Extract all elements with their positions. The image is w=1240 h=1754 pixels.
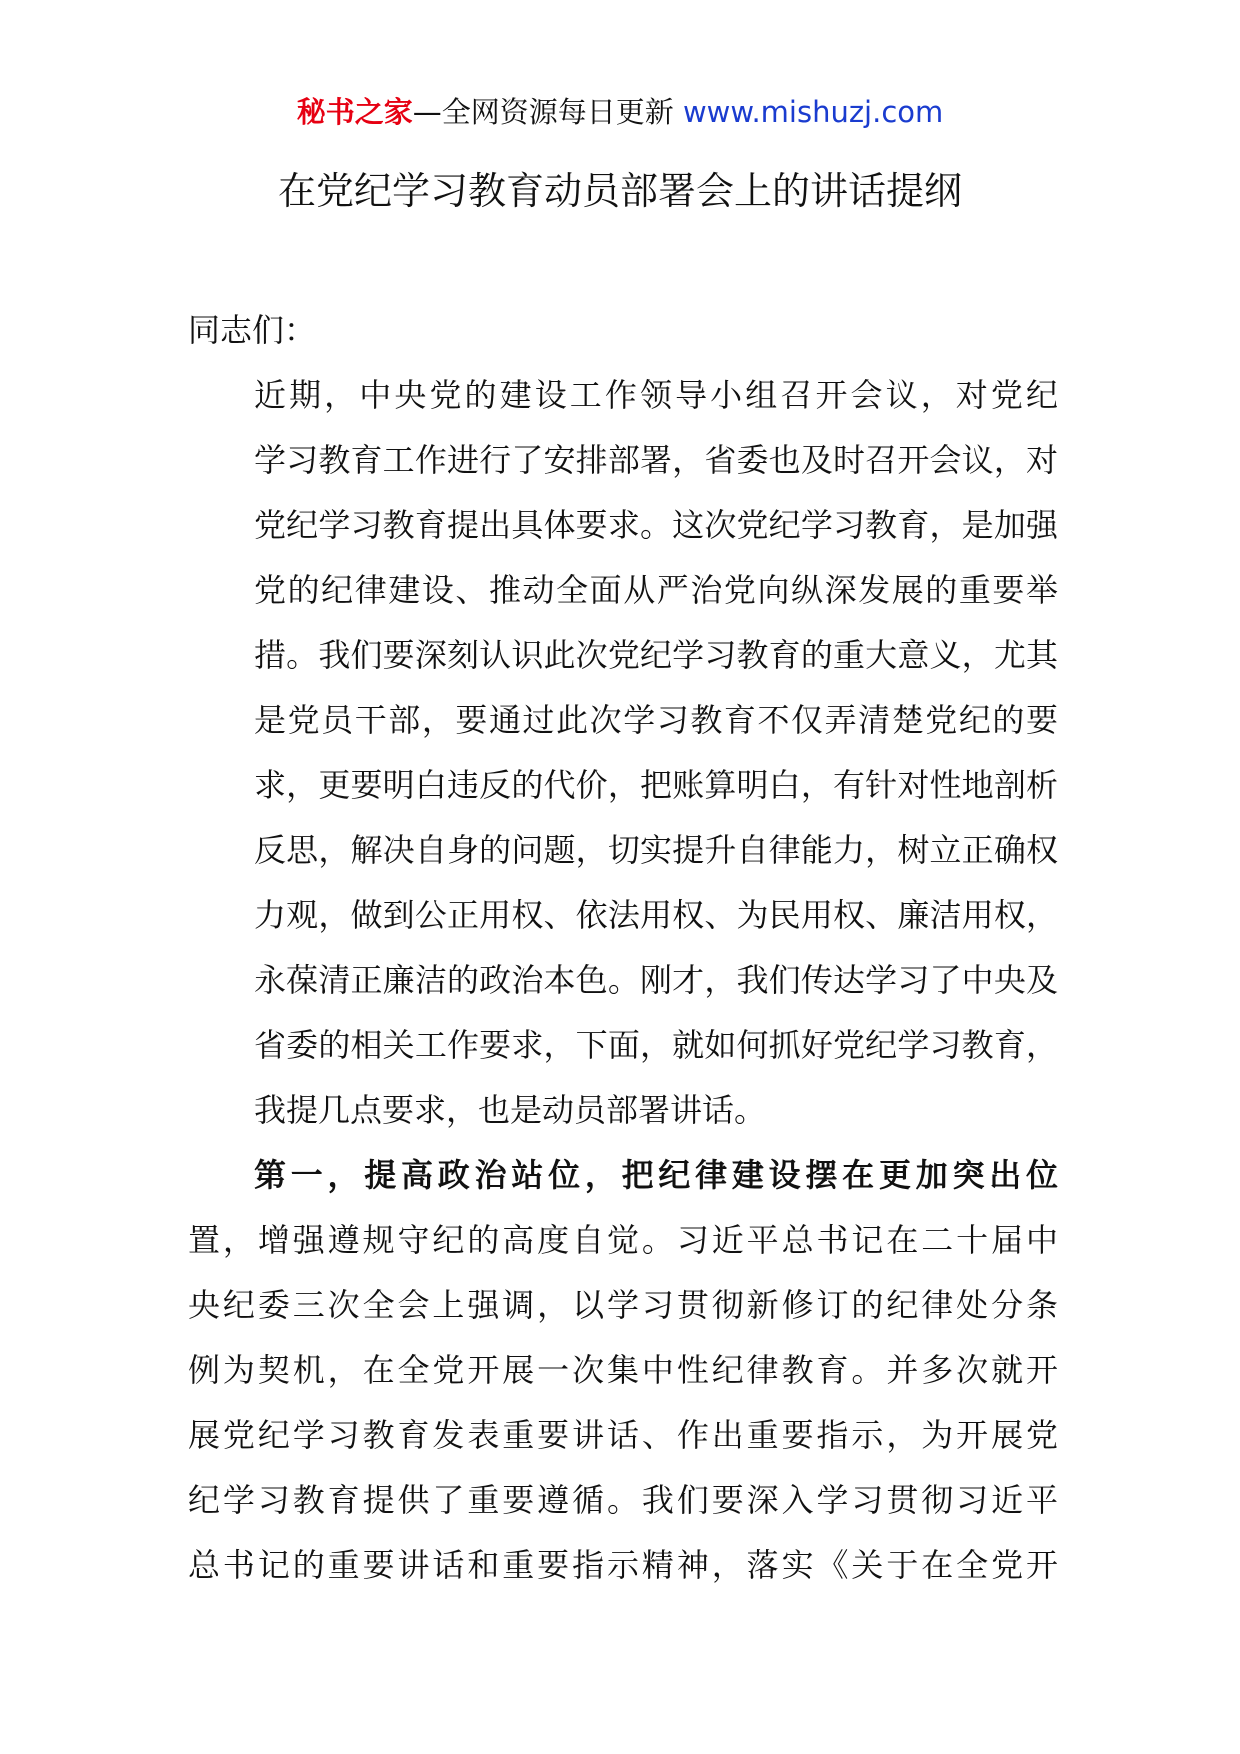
paragraph-line: 措。我们要深刻认识此次党纪学习教育的重大意义，尤其 xyxy=(254,636,1058,674)
paragraph-line: 展党纪学习教育发表重要讲话、作出重要指示，为开展党 xyxy=(188,1416,1058,1454)
paragraph-line: 央纪委三次全会上强调，以学习贯彻新修订的纪律处分条 xyxy=(188,1286,1058,1324)
document-body xyxy=(188,298,1058,1598)
site-brand: 秘书之家 xyxy=(296,95,413,129)
site-url-link[interactable]: www.mishuzj.com xyxy=(682,95,944,129)
paragraph-line: 总书记的重要讲话和重要指示精神，落实《关于在全党开 xyxy=(188,1546,1058,1584)
paragraph-line: 是党员干部，要通过此次学习教育不仅弄清楚党纪的要 xyxy=(254,701,1058,739)
paragraph-line: 党纪学习教育提出具体要求。这次党纪学习教育，是加强 xyxy=(254,506,1058,544)
paragraph-intro xyxy=(188,363,1058,1143)
paragraph-line: 置，增强遵规守纪的高度自觉。习近平总书记在二十届中 xyxy=(188,1221,1058,1259)
paragraph-line: 力观，做到公正用权、依法用权、为民用权、廉洁用权， xyxy=(254,896,1058,934)
paragraph-line: 纪学习教育提供了重要遵循。我们要深入学习贯彻习近平 xyxy=(188,1481,1058,1519)
document-title: 在党纪学习教育动员部署会上的讲话提纲 xyxy=(277,169,962,213)
paragraph-line: 省委的相关工作要求，下面，就如何抓好党纪学习教育， xyxy=(254,1026,1058,1064)
paragraph-line: 永葆清正廉洁的政治本色。刚才，我们传达学习了中央及 xyxy=(254,961,1058,999)
paragraph-line: 反思，解决自身的问题，切实提升自律能力，树立正确权 xyxy=(254,831,1058,869)
paragraph-point-one xyxy=(188,1143,1058,1598)
site-header xyxy=(0,92,1240,132)
paragraph-line: 我提几点要求，也是动员部署讲话。 xyxy=(254,1091,767,1129)
paragraph-line: 例为契机，在全党开展一次集中性纪律教育。并多次就开 xyxy=(188,1351,1058,1389)
paragraph-lead-heading: 第一，提高政治站位，把纪律建设摆在更加突出位 xyxy=(254,1156,1058,1194)
paragraph-line: 党的纪律建设、推动全面从严治党向纵深发展的重要举 xyxy=(254,571,1058,609)
site-tagline: —全网资源每日更新 xyxy=(412,95,683,129)
salutation: 同志们： xyxy=(188,311,317,349)
paragraph-line: 学习教育工作进行了安排部署，省委也及时召开会议，对 xyxy=(254,441,1058,479)
paragraph-line: 近期，中央党的建设工作领导小组召开会议，对党纪 xyxy=(254,376,1058,414)
paragraph-line: 求，更要明白违反的代价，把账算明白，有针对性地剖析 xyxy=(254,766,1058,804)
